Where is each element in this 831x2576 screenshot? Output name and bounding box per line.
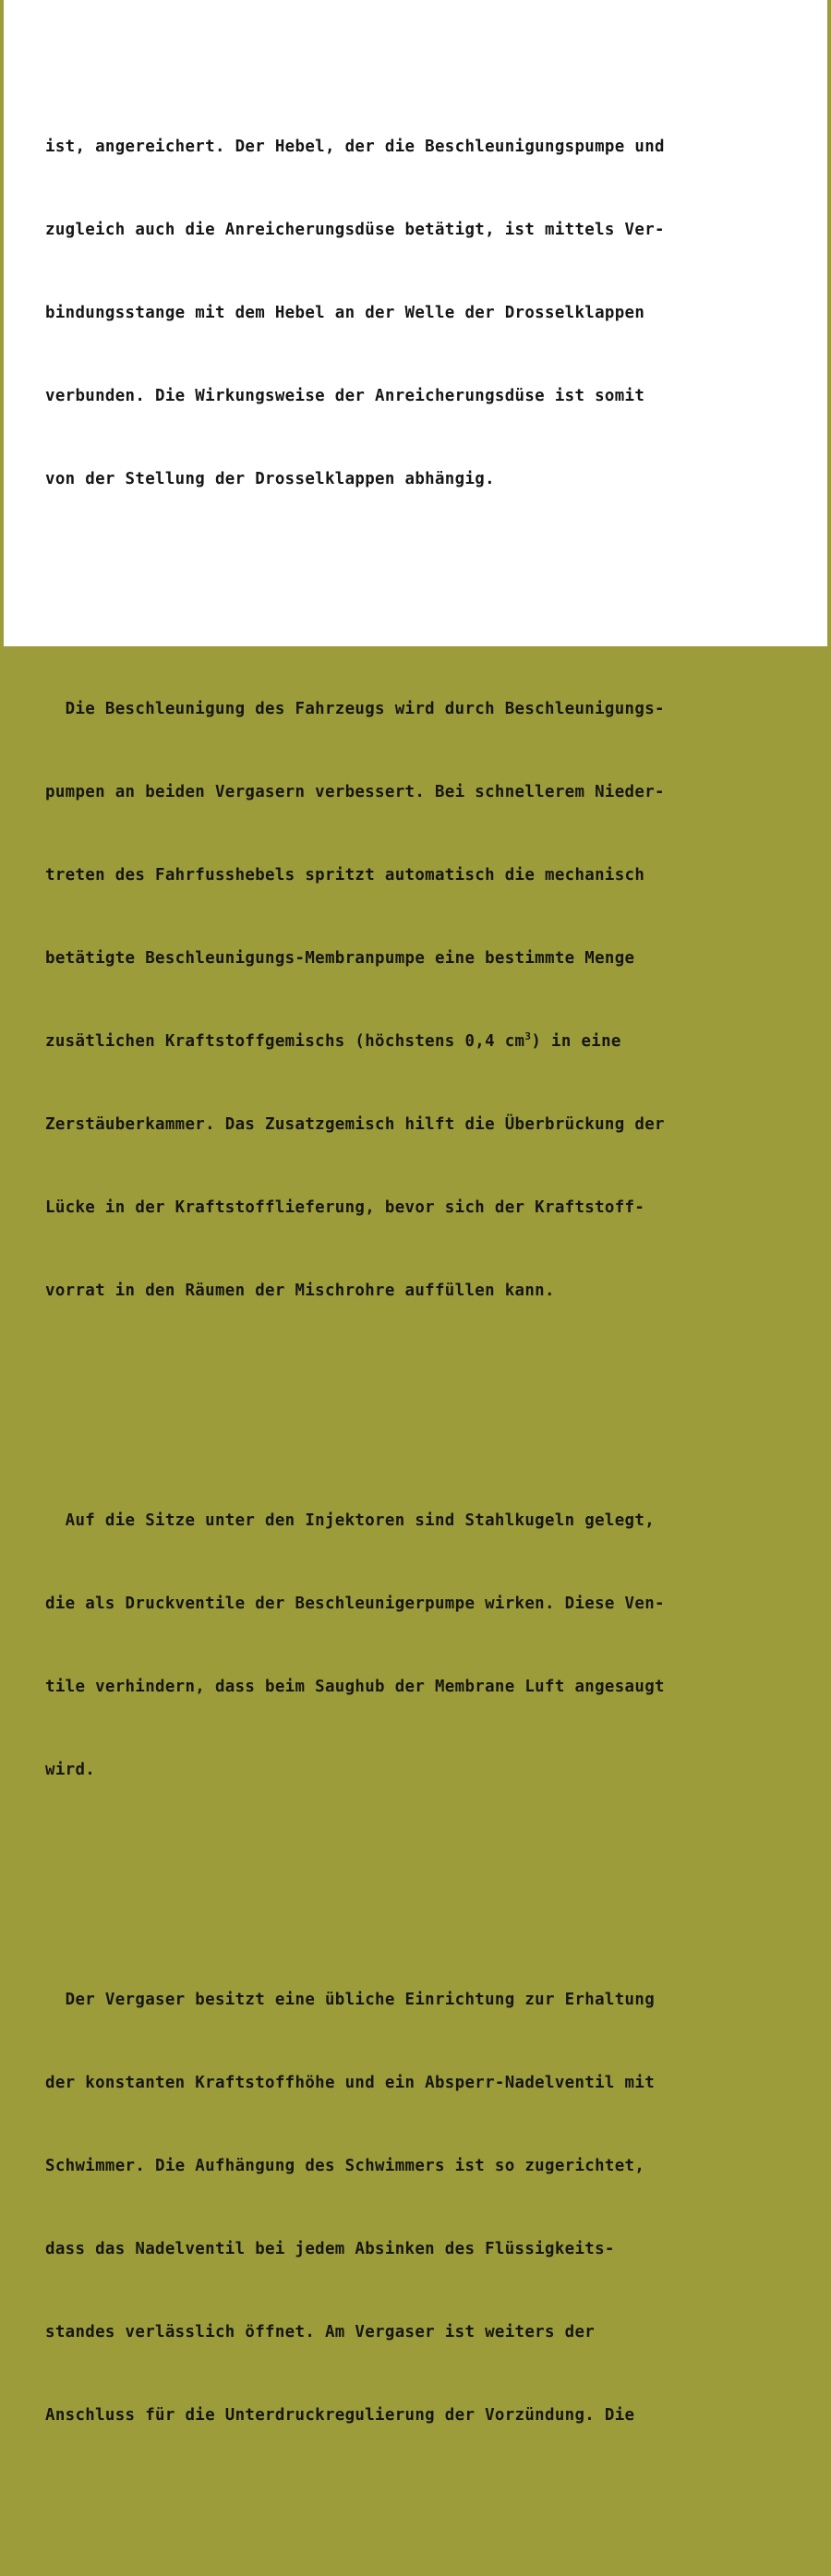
scanned-page (4, 0, 827, 2425)
text-segment: ) in eine (531, 1032, 621, 1051)
text-line: pumpen an beiden Vergasern verbessert. Bei schnellerem Nieder- (45, 783, 665, 801)
superscript: 3 (524, 1030, 532, 1043)
text-line: dass das Nadelventil bei jedem Absinken des Flüssigkeits- (45, 2240, 615, 2258)
text-line: Lücke in der Kraftstofflieferung, bevor sich der Kraftstoff- (45, 1198, 645, 1217)
text-line: Die Beschleunigung des Fahrzeugs wird durch Beschleunigungs- (45, 700, 665, 718)
text-line: von der Stellung der Drosselklappen abhängig. (45, 470, 495, 488)
paragraph-4 (45, 1931, 802, 2485)
text-line: Der Vergaser besitzt eine übliche Einrichtung zur Erhaltung (45, 1991, 656, 2009)
paragraph-1 (45, 78, 802, 548)
text-line: der konstanten Kraftstoffhöhe und ein Absperr-Nadelventil mit (45, 2074, 656, 2092)
text-line: die als Druckventile der Beschleunigerpumpe wirken. Diese Ven- (45, 1595, 665, 1613)
text-line: standes verlässlich öffnet. Am Vergaser ist weiters der (45, 2323, 596, 2341)
text-line: verbunden. Die Wirkungsweise der Anreicherungsdüse ist somit (45, 387, 645, 405)
text-line: betätigte Beschleunigungs-Membranpumpe eine bestimmte Menge (45, 949, 635, 968)
text-line: treten des Fahrfusshebels spritzt automatisch die mechanisch (45, 866, 645, 885)
paragraph-2 (45, 640, 802, 1360)
text-line: Anschluss für die Unterdruckregulierung der Vorzündung. Die (45, 2406, 635, 2425)
paragraph-3 (45, 1451, 802, 1839)
text-line: tile verhindern, dass beim Saughub der Membrane Luft angesaugt (45, 1678, 665, 1696)
document-body (45, 0, 802, 2576)
text-segment: zusätlichen Kraftstoffgemischs (höchstens 0,4 cm (45, 1032, 525, 1051)
text-line: zugleich auch die Anreicherungsdüse betätigt, ist mittels Ver- (45, 221, 665, 239)
text-line: wird. (45, 1761, 96, 1779)
text-line: vorrat in den Räumen der Mischrohre auffüllen kann. (45, 1282, 555, 1300)
text-line: ist, angereichert. Der Hebel, der die Beschleunigungspumpe und (45, 138, 665, 156)
text-line: Zerstäuberkammer. Das Zusatzgemisch hilft die Überbrückung der (45, 1115, 665, 1134)
text-line: Auf die Sitze unter den Injektoren sind Stahlkugeln gelegt, (45, 1511, 656, 1530)
text-line: bindungsstange mit dem Hebel an der Welle der Drosselklappen (45, 304, 645, 322)
text-line-with-superscript (45, 1028, 802, 1055)
text-line: Schwimmer. Die Aufhängung des Schwimmers ist so zugerichtet, (45, 2157, 645, 2175)
